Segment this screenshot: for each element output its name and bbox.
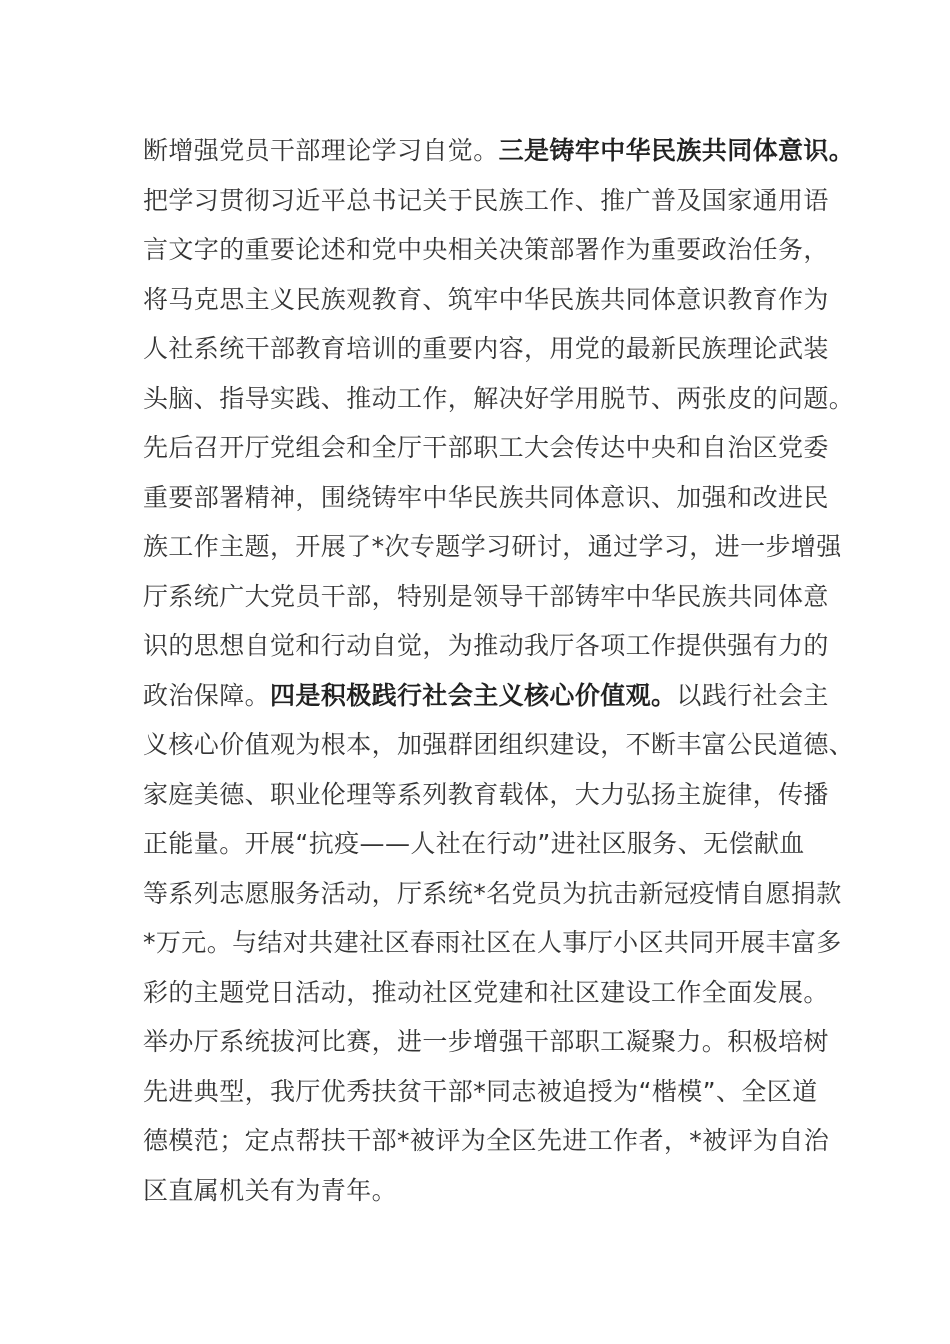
paragraph-text: 厅系统广大党员干部，特别是领导干部铸牢中华民族共同体意 xyxy=(143,581,829,611)
text-line xyxy=(143,126,855,176)
paragraph-text: 重要部署精神，围绕铸牢中华民族共同体意识、加强和改进民 xyxy=(143,482,829,512)
text-line xyxy=(143,275,829,325)
bold-heading-text: 四是积极践行社会主义核心价值观。 xyxy=(270,680,677,710)
text-line xyxy=(143,423,829,473)
paragraph-text: 言文字的重要论述和党中央相关决策部署作为重要政治任务， xyxy=(143,235,829,264)
text-line xyxy=(143,1017,829,1067)
paragraph-text: 德模范；定点帮扶干部*被评为全区先进工作者，*被评为自治 xyxy=(143,1126,830,1155)
text-line xyxy=(143,621,829,671)
text-line xyxy=(143,473,829,523)
text-line xyxy=(143,819,823,869)
paragraph-text: 彩的主题党日活动，推动社区党建和社区建设工作全面发展。 xyxy=(143,977,829,1007)
paragraph-text: 识的思想自觉和行动自觉，为推动我厅各项工作提供强有力的 xyxy=(143,631,829,660)
paragraph-text: 头脑、指导实践、推动工作，解决好学用脱节、两张皮的问题。 xyxy=(143,383,855,413)
bold-heading-text: 三是铸牢中华民族共同体意识。 xyxy=(498,136,855,165)
text-line xyxy=(143,918,842,968)
text-line xyxy=(143,770,829,820)
paragraph-text: 以践行社会主 xyxy=(676,680,829,710)
paragraph-text: 家庭美德、职业伦理等系列教育载体，大力弘扬主旋律，传播 xyxy=(143,779,829,809)
text-line xyxy=(143,522,842,572)
paragraph-text: *万元。与结对共建社区春雨社区在人事厅小区共同开展丰富多 xyxy=(143,928,842,957)
paragraph-text: 等系列志愿服务活动，厅系统*名党员为抗击新冠疫情自愿捐款 xyxy=(143,878,842,908)
text-line xyxy=(143,572,829,622)
paragraph-text: 把学习贯彻习近平总书记关于民族工作、推广普及国家通用语 xyxy=(143,185,829,215)
paragraph-text: 先后召开厅党组会和全厅干部职工大会传达中央和自治区党委 xyxy=(143,433,829,462)
text-line xyxy=(143,374,855,424)
text-line xyxy=(143,324,829,374)
paragraph-text: 先进典型，我厅优秀扶贫干部*同志被追授为“楷模”、全区道 xyxy=(143,1076,818,1106)
text-line xyxy=(143,869,842,919)
text-line xyxy=(143,720,855,770)
paragraph-text: 举办厅系统拔河比赛，进一步增强干部职工凝聚力。积极培树 xyxy=(143,1027,829,1056)
paragraph-text: 族工作主题，开展了*次专题学习研讨，通过学习，进一步增强 xyxy=(143,532,842,561)
text-line xyxy=(143,1166,823,1216)
text-line xyxy=(143,1116,830,1166)
paragraph-text: 人社系统干部教育培训的重要内容，用党的最新民族理论武装 xyxy=(143,334,829,363)
paragraph-text: 区直属机关有为青年。 xyxy=(143,1175,398,1205)
text-line xyxy=(143,671,829,721)
paragraph-text: 正能量。开展“抗疫——人社在行动”进社区服务、无偿献血 xyxy=(143,829,805,858)
text-line xyxy=(143,176,829,226)
body-text xyxy=(143,126,855,1215)
text-line xyxy=(143,225,829,275)
paragraph-text: 义核心价值观为根本，加强群团组织建设，不断丰富公民道德、 xyxy=(143,730,855,759)
text-line xyxy=(143,1067,823,1117)
paragraph-text: 将马克思主义民族观教育、筑牢中华民族共同体意识教育作为 xyxy=(143,284,829,314)
text-line xyxy=(143,968,829,1018)
paragraph-text: 断增强党员干部理论学习自觉。 xyxy=(143,136,499,165)
paragraph-text: 政治保障。 xyxy=(143,680,271,710)
